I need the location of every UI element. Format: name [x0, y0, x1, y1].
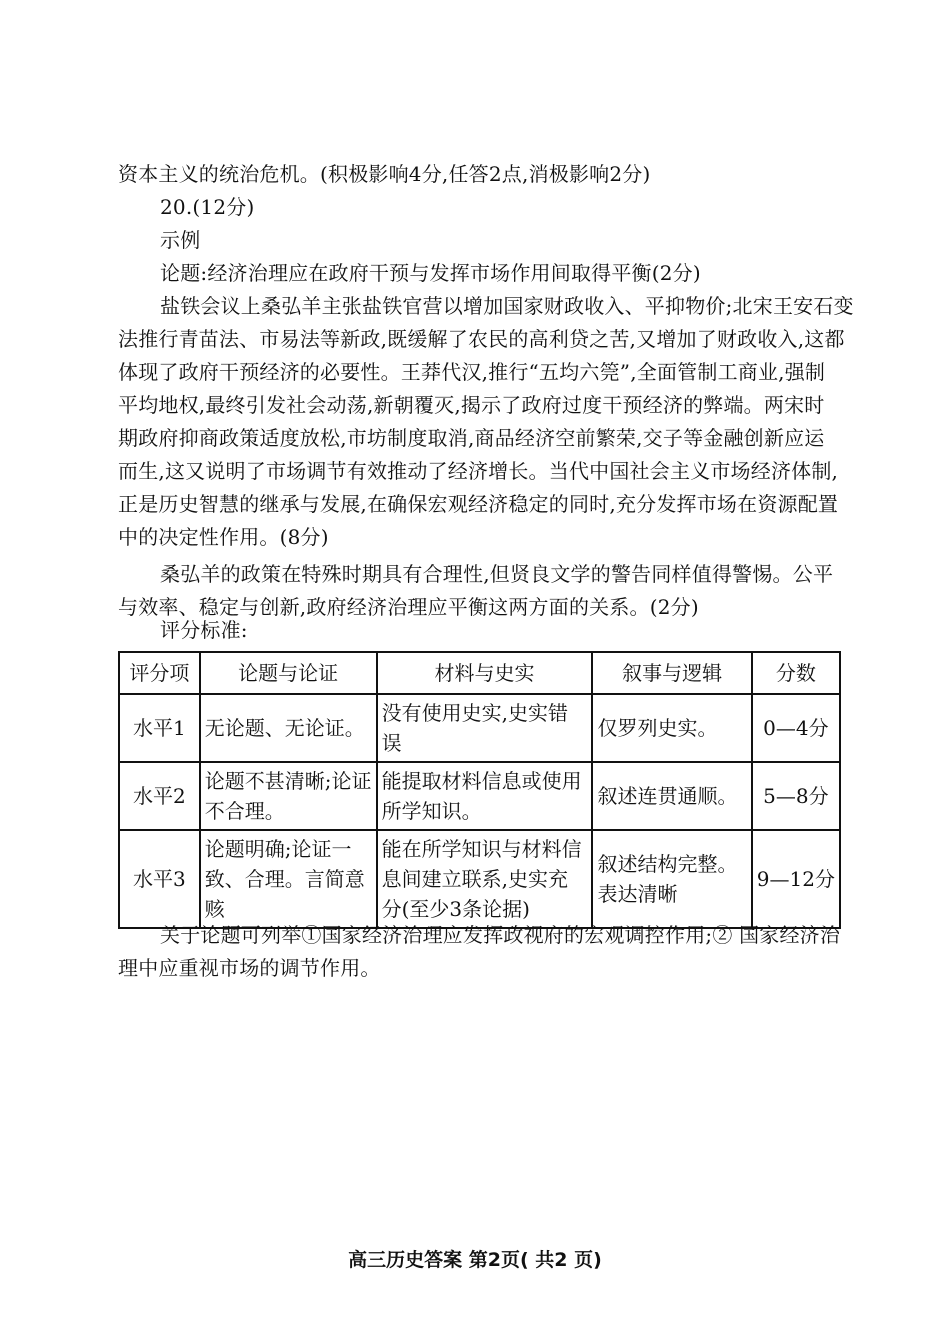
conclusion-line: 与效率、稳定与创新,政府经济治理应平衡这两方面的关系。(2分) [118, 595, 699, 619]
essay-line: 平均地权,最终引发社会动荡,新朝覆灭,揭示了政府过度干预经济的弊端。两宋时 [118, 393, 825, 417]
table-cell: 仅罗列史实。 [592, 694, 751, 762]
level-cell: 水平3 [119, 830, 200, 928]
table-cell: 叙述连贯通顺。 [592, 762, 751, 830]
essay-line: 体现了政府干预经济的必要性。王莽代汉,推行“五均六筦”,全面管制工商业,强制 [118, 360, 826, 384]
table-cell: 叙述结构完整。表达清晰 [592, 830, 751, 928]
criteria-label: 评分标准: [160, 618, 248, 642]
essay-line: 正是历史智慧的继承与发展,在确保宏观经济稳定的同时,充分发挥市场在资源配置 [118, 492, 839, 516]
essay-line: 中的决定性作用。(8分) [118, 525, 329, 549]
table-row [119, 830, 840, 928]
table-cell: 无论题、无论证。 [200, 694, 377, 762]
example-label: 示例 [160, 228, 201, 252]
level-cell: 水平1 [119, 694, 200, 762]
table-row [119, 694, 840, 762]
score-cell: 9—12分 [752, 830, 840, 928]
note-line: 理中应重视市场的调节作用。 [118, 956, 381, 980]
score-cell: 5—8分 [752, 762, 840, 830]
table-row [119, 762, 840, 830]
table-cell: 论题明确;论证一致、合理。言简意赅 [200, 830, 377, 928]
table-cell: 能在所学知识与材料信息间建立联系,史实充分(至少3条论据) [377, 830, 593, 928]
table-header-cell: 叙事与逻辑 [592, 652, 751, 694]
question-number: 20.(12分) [160, 195, 255, 219]
score-cell: 0—4分 [752, 694, 840, 762]
table-header-cell: 材料与史实 [377, 652, 593, 694]
essay-line: 而生,这又说明了市场调节有效推动了经济增长。当代中国社会主义市场经济体制, [118, 459, 839, 483]
table-cell: 论题不甚清晰;论证不合理。 [200, 762, 377, 830]
page-footer: 高三历史答案 第2页( 共2 页) [348, 1249, 602, 1271]
thesis-line: 论题:经济治理应在政府干预与发挥市场作用间取得平衡(2分) [160, 261, 701, 285]
table-header-cell: 评分项 [119, 652, 200, 694]
essay-line: 盐铁会议上桑弘羊主张盐铁官营以增加国家财政收入、平抑物价;北宋王安石变 [160, 294, 854, 318]
table-header-cell: 分数 [752, 652, 840, 694]
table-header-row [119, 652, 840, 694]
grading-table [118, 651, 841, 929]
essay-line: 期政府抑商政策适度放松,市坊制度取消,商品经济空前繁荣,交子等金融创新应运 [118, 426, 825, 450]
note-line: 关于论题可列举①国家经济治理应发挥政视府的宏观调控作用;② 国家经济治 [160, 923, 841, 947]
table-cell: 没有使用史实,史实错误 [377, 694, 593, 762]
table-header-cell: 论题与论证 [200, 652, 377, 694]
essay-line: 法推行青苗法、市易法等新政,既缓解了农民的高利贷之苦,又增加了财政收入,这都 [118, 327, 845, 351]
level-cell: 水平2 [119, 762, 200, 830]
paragraph-previous-end: 资本主义的统治危机。(积极影响4分,任答2点,消极影响2分) [118, 162, 651, 186]
table-cell: 能提取材料信息或使用所学知识。 [377, 762, 593, 830]
conclusion-line: 桑弘羊的政策在特殊时期具有合理性,但贤良文学的警告同样值得警惕。公平 [160, 562, 834, 586]
